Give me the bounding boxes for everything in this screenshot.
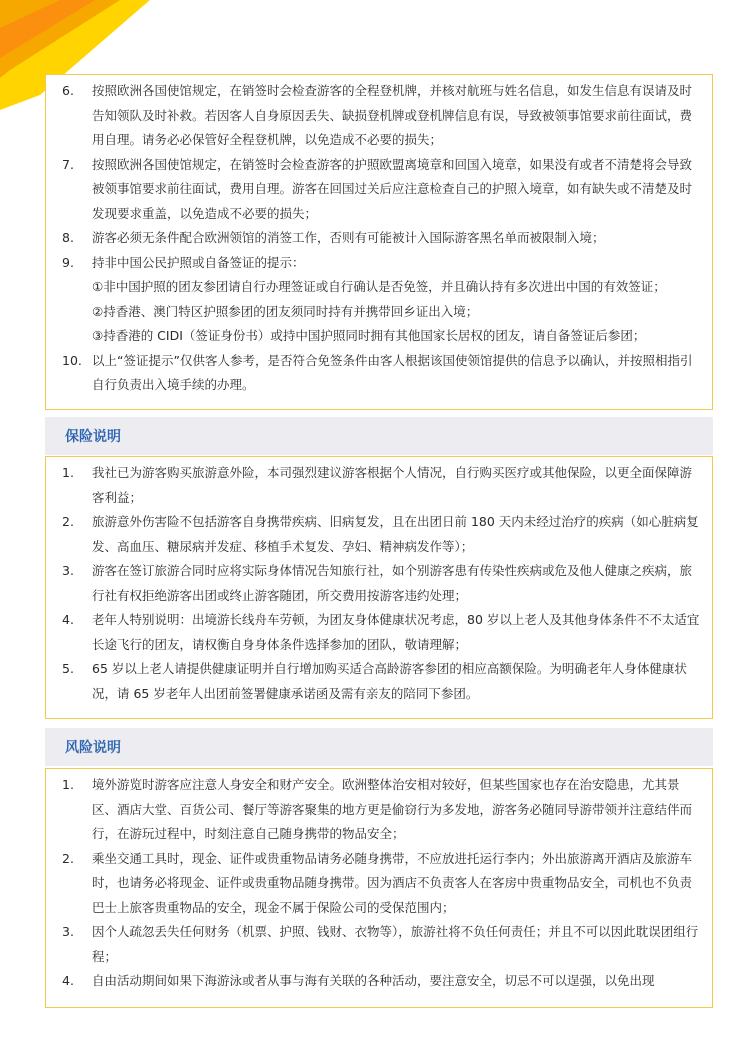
item-main-text: 老年人特别说明：出境游长线舟车劳顿，为团友身体健康状况考虑，80 岁以上老人及其他身体条件不不太适宜长途飞行的团友，请权衡自身身体条件选择参加的团队，敬请理解； <box>92 612 700 652</box>
item-main-text: 我社已为游客购买旅游意外险，本司强烈建议游客根据个人情况，自行购买医疗或其他保险，以更全面保障游客利益； <box>92 465 693 505</box>
item-main-text: 自由活动期间如果下海游泳或者从事与海有关联的各种活动，要注意安全，切忌不可以逞强，以免出现 <box>92 973 655 988</box>
sub-item: ②持香港、澳门特区护照参团的团友须同时持有并携带回乡证出入境； <box>92 303 479 319</box>
item-main-text: 按照欧洲各国使馆规定，在销签时会检查游客的全程登机牌，并核对航班与姓名信息，如发生信息有误请及时告知领队及时补救。若因客人自身原因丢失、缺损登机牌或登机牌信息有误，导致被领事馆要求前往面试，费用自理。请务必必保管好全程登机牌，以免造成不必要的损失； <box>92 83 693 147</box>
item-text <box>92 773 702 847</box>
item-number: 3. <box>62 563 74 578</box>
list-item <box>62 847 702 921</box>
item-main-text: 65 岁以上老人请提供健康证明并自行增加购买适合高龄游客参团的相应高额保险。为明确老年人身体健康状况，请 65 岁老年人出团前签署健康承诺函及需有亲友的陪同下参团。 <box>92 661 687 701</box>
list-item <box>62 251 702 349</box>
item-number: 9. <box>62 254 74 270</box>
item-text <box>92 969 702 994</box>
item-text <box>92 226 702 251</box>
item-number: 8. <box>62 230 74 245</box>
item-number: 1. <box>62 465 74 480</box>
sub-item: ①非中国护照的团友参团请自行办理签证或自行确认是否免签，并且确认持有多次进出中国的有效签证； <box>92 279 666 294</box>
item-text <box>92 251 702 349</box>
visa-notes-box <box>45 74 713 410</box>
list-item <box>62 559 702 608</box>
list-item <box>62 349 702 398</box>
item-number: 10. <box>62 352 82 368</box>
item-text <box>92 920 702 969</box>
item-number: 6. <box>62 83 74 98</box>
item-main-text: 因个人疏忽丢失任何财务（机票、护照、钱财、衣物等），旅游社将不负任何责任；并且不可以因此耽误团组行程； <box>92 924 699 964</box>
item-text <box>92 657 702 706</box>
item-main-text: 持非中国公民护照或自备签证的提示： <box>92 254 305 270</box>
list-item <box>62 969 702 994</box>
list-item <box>62 773 702 847</box>
sub-item: ③持香港的 CIDI（签证身份书）或持中国护照同时拥有其他国家长居权的团友，请自备签证后参团； <box>92 328 646 343</box>
list-item <box>62 608 702 657</box>
item-main-text: 以上“签证提示”仅供客人参考，是否符合免签条件由客人根据该国使领馆提供的信息予以确认，并按照相指引自行负责出入境手续的办理。 <box>92 352 693 392</box>
item-number: 4. <box>62 612 74 627</box>
item-number: 7. <box>62 156 74 172</box>
risk-list <box>46 769 712 994</box>
item-number: 3. <box>62 924 74 939</box>
item-main-text: 按照欧洲各国使馆规定，在销签时会检查游客的护照欧盟离境章和回国入境章，如果没有或者不清楚将会导致被领事馆要求前往面试，费用自理。游客在回国过关后应注意检查自己的护照入境章，如有缺失或不清楚及时发现要求重盖，以免造成不必要的损失； <box>92 156 693 221</box>
list-item <box>62 461 702 510</box>
item-number: 5. <box>62 661 74 676</box>
item-text <box>92 153 702 227</box>
item-main-text: 乘坐交通工具时，现金、证件或贵重物品请务必随身携带，不应放进托运行李内；外出旅游离开酒店及旅游车时，也请务必将现金、证件或贵重物品随身携带。因为酒店不负责客人在客房中贵重物品安全，司机也不负责巴士上旅客贵重物品的安全，现金不属于保险公司的受保范围内； <box>92 850 693 915</box>
item-main-text: 游客必须无条件配合欧洲领馆的消签工作，否则有可能被计入国际游客黑名单而被限制入境； <box>92 230 605 245</box>
item-number: 2. <box>62 850 74 866</box>
list-item <box>62 79 702 153</box>
insurance-list <box>46 457 712 706</box>
item-text <box>92 847 702 921</box>
item-main-text: 旅游意外伤害险不包括游客自身携带疾病、旧病复发，且在出团日前 180 天内未经过治疗的疾病（如心脏病复发、高血压、糖尿病并发症、移植手术复发、孕妇、精神病发作等）； <box>92 514 699 554</box>
item-text <box>92 608 702 657</box>
list-item <box>62 920 702 969</box>
list-item <box>62 226 702 251</box>
item-main-text: 游客在签订旅游合同时应将实际身体情况告知旅行社，如个别游客患有传染性疾病或危及他人健康之疾病，旅行社有权拒绝游客出团或终止游客随团，所交费用按游客违约处理； <box>92 563 693 603</box>
insurance-box <box>45 456 713 719</box>
visa-notes-list <box>46 75 712 398</box>
item-number: 1. <box>62 777 74 792</box>
item-number: 4. <box>62 973 74 988</box>
item-text <box>92 349 702 398</box>
insurance-section-title: 保险说明 <box>45 417 713 455</box>
item-number: 2. <box>62 514 74 529</box>
list-item <box>62 153 702 227</box>
risk-section-title: 风险说明 <box>45 728 713 766</box>
list-item <box>62 510 702 559</box>
item-text <box>92 559 702 608</box>
risk-box <box>45 768 713 1008</box>
list-item <box>62 657 702 706</box>
item-text <box>92 510 702 559</box>
item-text <box>92 461 702 510</box>
item-text <box>92 79 702 153</box>
item-main-text: 境外游览时游客应注意人身安全和财产安全。欧洲整体治安相对较好，但某些国家也存在治安隐患，尤其景区、酒店大堂、百货公司、餐厅等游客聚集的地方更是偷窃行为多发地，游客务必随同导游带领并注意结伴而行，在游玩过程中，时刻注意自己随身携带的物品安全； <box>92 777 693 841</box>
